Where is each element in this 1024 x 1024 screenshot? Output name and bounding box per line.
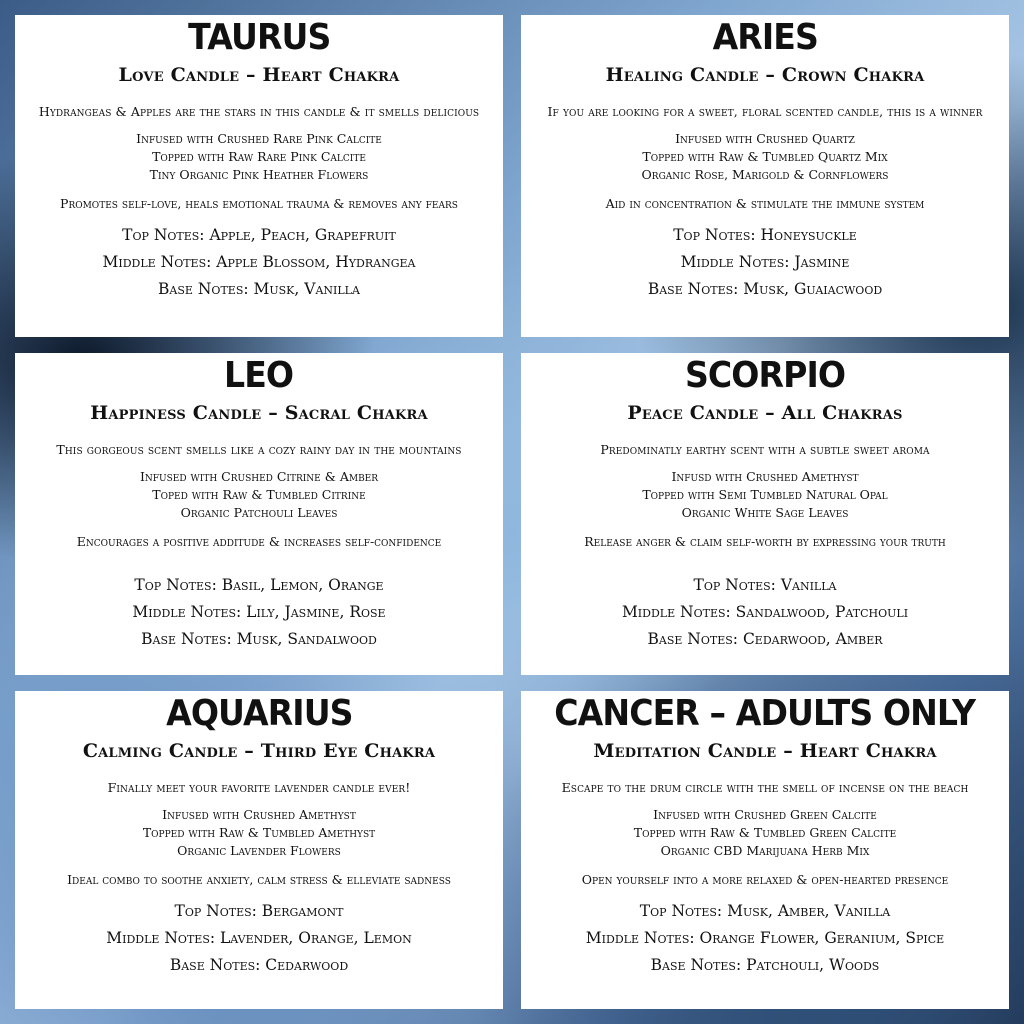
ingredients-list (634, 806, 896, 860)
ingredient-line: Topped with Semi Tumbled Natural Opal (642, 487, 888, 502)
top-notes: Top Notes: Honeysuckle (673, 226, 857, 244)
top-notes: Top Notes: Apple, Peach, Grapefruit (122, 226, 396, 244)
fragrance-notes (103, 222, 416, 303)
zodiac-sign-title: ARIES (712, 17, 818, 58)
zodiac-sign-title: CANCER – ADULTS ONLY (554, 693, 976, 734)
ingredient-line: Topped with Raw & Tumbled Quartz Mix (642, 149, 888, 164)
candle-subtitle: Happiness Candle – Sacral Chakra (90, 402, 428, 424)
ingredients-list (642, 468, 887, 522)
candle-subtitle: Calming Candle – Third Eye Chakra (82, 740, 436, 762)
scent-description: This gorgeous scent smells like a cozy rainy day in the mountains (56, 442, 462, 457)
scent-description: Escape to the drum circle with the smell of incense on the beach (561, 780, 969, 795)
base-notes: Base Notes: Cedarwood, Amber (647, 630, 883, 648)
fragrance-notes (622, 572, 908, 653)
scent-description: Predominatly earthy scent with a subtle sweet aroma (600, 442, 930, 457)
benefit-text: Release anger & claim self-worth by expressing your truth (584, 534, 946, 549)
benefit-text: Aid in concentration & stimulate the immune system (605, 196, 925, 211)
middle-notes: Middle Notes: Sandalwood, Patchouli (621, 603, 909, 621)
ingredient-line: Toped with Raw & Tumbled Citrine (152, 487, 366, 502)
candle-subtitle: Meditation Candle – Heart Chakra (593, 740, 937, 762)
top-notes: Top Notes: Vanilla (693, 576, 837, 594)
zodiac-sign-title: TAURUS (187, 17, 331, 58)
candle-card-aries (521, 15, 1009, 337)
fragrance-notes (132, 572, 385, 653)
ingredient-line: Infusd with Crushed Amethyst (671, 469, 859, 484)
ingredient-line: Organic Lavender Flowers (177, 843, 341, 858)
middle-notes: Middle Notes: Apple Blossom, Hydrangea (102, 253, 416, 271)
zodiac-sign-title: AQUARIUS (165, 693, 353, 734)
ingredient-line: Organic Rose, Marigold & Cornflowers (641, 167, 889, 182)
fragrance-notes (648, 222, 882, 303)
benefit-text: Encourages a positive additude & increases self-confidence (76, 534, 442, 549)
scent-description: If you are looking for a sweet, floral scented candle, this is a winner (547, 104, 983, 119)
middle-notes: Middle Notes: Orange Flower, Geranium, Spice (585, 929, 945, 947)
middle-notes: Middle Notes: Jasmine (680, 253, 850, 271)
base-notes: Base Notes: Cedarwood (169, 956, 349, 974)
candle-subtitle: Peace Candle – All Chakras (627, 402, 903, 424)
fragrance-notes (586, 898, 944, 979)
ingredient-line: Organic White Sage Leaves (681, 505, 849, 520)
top-notes: Top Notes: Musk, Amber, Vanilla (639, 902, 891, 920)
base-notes: Base Notes: Musk, Sandalwood (141, 630, 377, 648)
fragrance-notes (106, 898, 411, 979)
middle-notes: Middle Notes: Lily, Jasmine, Rose (132, 603, 386, 621)
candle-subtitle: Love Candle – Heart Chakra (118, 64, 400, 86)
ingredients-list (642, 130, 889, 184)
ingredient-line: Infused with Crushed Rare Pink Calcite (136, 131, 382, 146)
candle-card-scorpio (521, 353, 1009, 675)
benefit-text: Ideal combo to soothe anxiety, calm stress & elleviate sadness (67, 872, 451, 887)
candle-card-cancer (521, 691, 1009, 1009)
ingredients-list (143, 806, 375, 860)
candle-card-aquarius (15, 691, 503, 1009)
base-notes: Base Notes: Patchouli, Woods (650, 956, 880, 974)
ingredient-line: Topped with Raw & Tumbled Amethyst (142, 825, 376, 840)
ingredient-line: Topped with Raw Rare Pink Calcite (152, 149, 366, 164)
top-notes: Top Notes: Bergamont (174, 902, 344, 920)
ingredient-line: Infused with Crushed Citrine & Amber (139, 469, 379, 484)
ingredient-line: Infused with Crushed Amethyst (162, 807, 356, 822)
ingredient-line: Tiny Organic Pink Heather Flowers (149, 167, 369, 182)
ingredients-list (140, 468, 378, 522)
scent-description: Hydrangeas & Apples are the stars in this candle & it smells delicious (38, 104, 480, 119)
candle-card-leo (15, 353, 503, 675)
ingredient-line: Organic CBD Marijuana Herb Mix (660, 843, 870, 858)
zodiac-sign-title: LEO (224, 355, 294, 396)
ingredient-line: Organic Patchouli Leaves (180, 505, 338, 520)
base-notes: Base Notes: Musk, Guaiacwood (647, 280, 883, 298)
middle-notes: Middle Notes: Lavender, Orange, Lemon (106, 929, 412, 947)
base-notes: Base Notes: Musk, Vanilla (158, 280, 360, 298)
zodiac-sign-title: SCORPIO (684, 355, 846, 396)
benefit-text: Open yourself into a more relaxed & open-hearted presence (581, 872, 949, 887)
top-notes: Top Notes: Basil, Lemon, Orange (134, 576, 384, 594)
ingredient-line: Infused with Crushed Green Calcite (653, 807, 877, 822)
candle-subtitle: Healing Candle – Crown Chakra (605, 64, 925, 86)
ingredients-list (136, 130, 382, 184)
scent-description: Finally meet your favorite lavender candle ever! (107, 780, 411, 795)
benefit-text: Promotes self-love, heals emotional trauma & removes any fears (60, 196, 458, 211)
ingredient-line: Infused with Crushed Quartz (675, 131, 855, 146)
candle-card-taurus (15, 15, 503, 337)
ingredient-line: Topped with Raw & Tumbled Green Calcite (633, 825, 897, 840)
